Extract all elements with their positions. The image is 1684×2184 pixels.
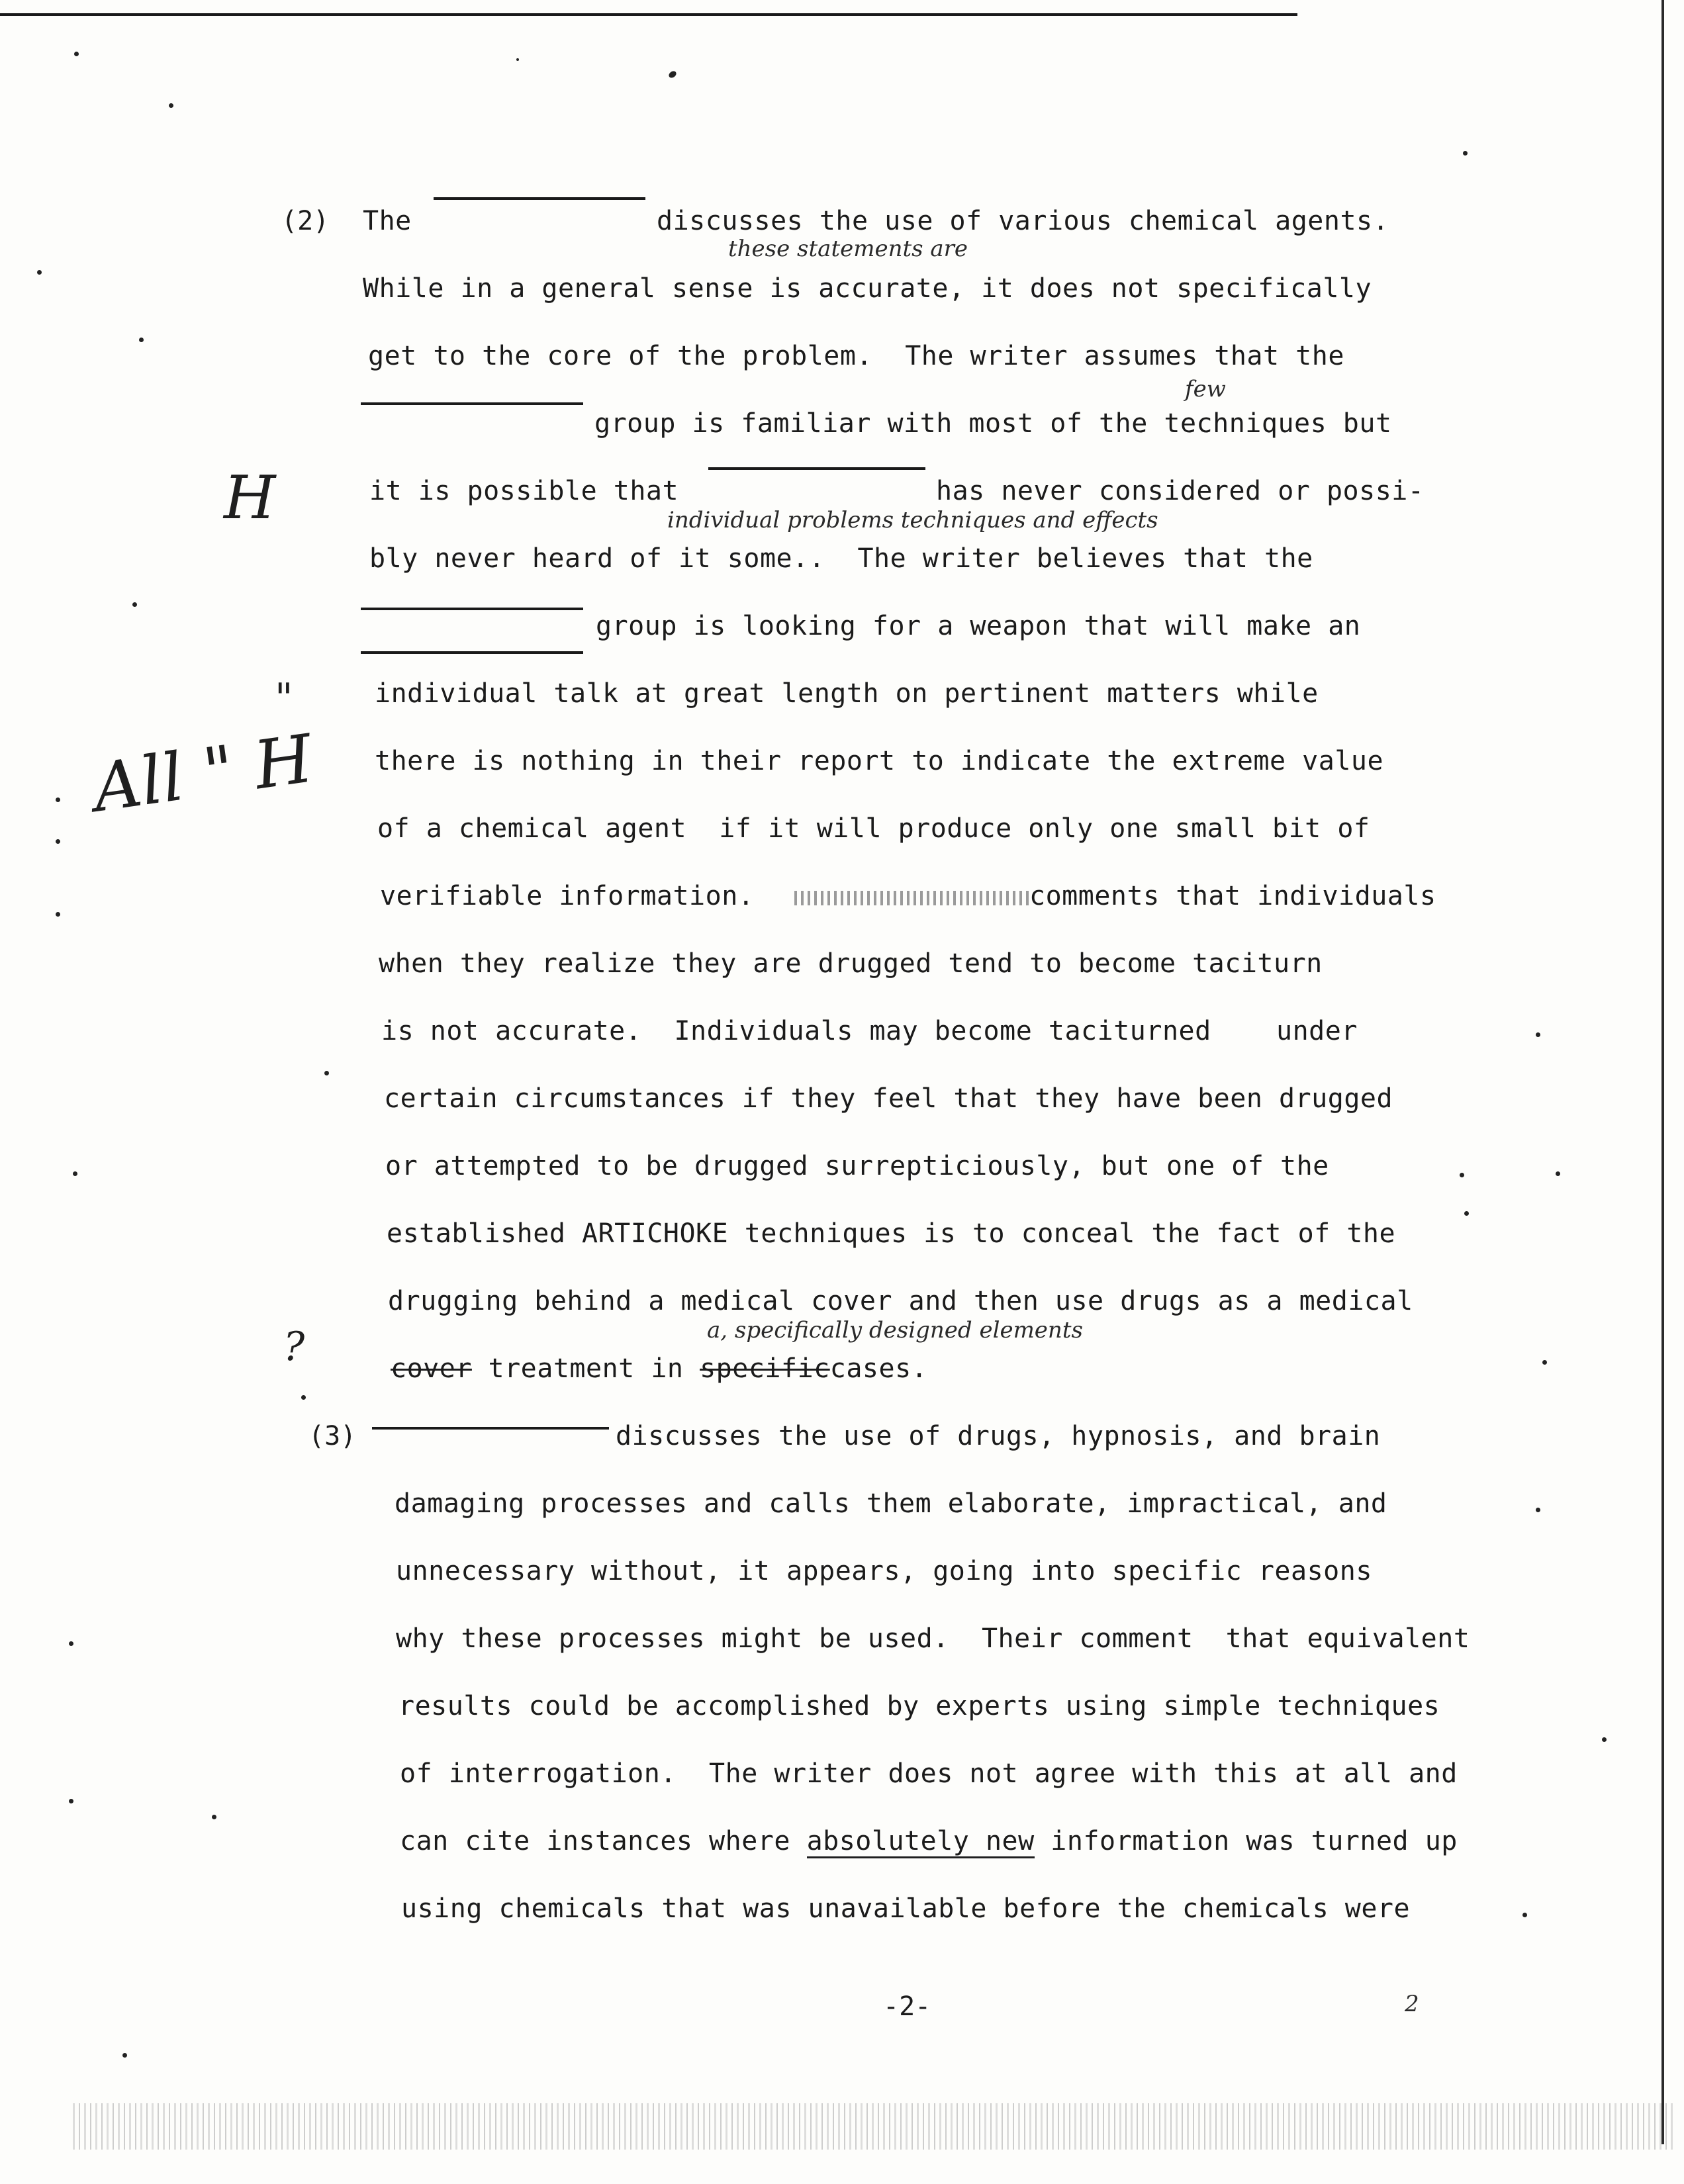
text-line: verifiable information. (380, 881, 755, 911)
text-line: or attempted to be drugged surrepticiously, but one of the (385, 1151, 1329, 1181)
text-line: certain circumstances if they feel that they have been drugged (384, 1083, 1393, 1114)
paragraph-number: (3) (308, 1421, 357, 1451)
scan-noise (73, 2103, 1675, 2150)
text-line: established ARTICHOKE techniques is to conceal the fact of the (387, 1218, 1396, 1249)
text-line: has never considered or possi- (936, 476, 1425, 506)
text-line: results could be accomplished by experts using simple techniques (398, 1691, 1440, 1721)
text-line: it is possible that (369, 476, 679, 506)
text-line: discusses the use of drugs, hypnosis, and brain (616, 1421, 1381, 1451)
text-line: group is looking for a weapon that will make an (596, 611, 1361, 641)
text-line (391, 1353, 927, 1385)
underlined-phrase: absolutely new (807, 1826, 1035, 1858)
margin-annotation: H (224, 463, 276, 533)
text-line: The (363, 206, 412, 236)
redaction-smudge (794, 891, 1029, 905)
text-line: why these processes might be used. Their comment that equivalent (396, 1623, 1470, 1654)
margin-annotation: All " H (88, 719, 318, 827)
redaction-bar (372, 1427, 609, 1430)
redaction-bar (434, 197, 645, 200)
text-line: unnecessary without, it appears, going into specific reasons (396, 1556, 1372, 1586)
text-segment: treatment in (471, 1353, 700, 1384)
struck-word: cover (391, 1353, 472, 1384)
text-segment: can cite instances where (400, 1826, 807, 1856)
redaction-bar (708, 467, 925, 470)
handwritten-insert: these statements are (728, 236, 968, 262)
text-line: there is nothing in their report to indicate the extreme value (375, 746, 1384, 776)
text-line (400, 1825, 1458, 1857)
margin-annotation: " (275, 675, 293, 721)
handwritten-insert: few (1185, 376, 1226, 402)
text-line: of a chemical agent if it will produce only one small bit of (377, 813, 1370, 844)
handwritten-insert: a, specifically designed elements (707, 1317, 1083, 1343)
text-line: using chemicals that was unavailable before the chemicals were (401, 1893, 1411, 1924)
text-line: While in a general sense is accurate, it does not specifically (363, 273, 1372, 304)
text-line: drugging behind a medical cover and then use drugs as a medical (388, 1286, 1413, 1316)
text-line: individual talk at great length on pertinent matters while (375, 678, 1319, 709)
text-line: discusses the use of various chemical agents. (657, 206, 1389, 236)
text-line: group is familiar with most of the techniques but (594, 408, 1392, 439)
text-segment: cases. (829, 1353, 928, 1384)
text-line: comments that individuals (1029, 881, 1436, 911)
corner-mark: 2 (1405, 1991, 1419, 2017)
redaction-bar (361, 402, 583, 405)
paragraph-number: (2) (281, 206, 330, 236)
page-number: -2- (883, 1991, 931, 2022)
handwritten-insert: individual problems techniques and effects (667, 507, 1158, 533)
top-rule (0, 13, 1297, 16)
text-segment: information was turned up (1034, 1826, 1458, 1856)
text-line: when they realize they are drugged tend to become taciturn (379, 948, 1323, 979)
text-line: damaging processes and calls them elaborate, impractical, and (395, 1488, 1387, 1519)
redaction-box (361, 608, 583, 654)
text-line: of interrogation. The writer does not agree with this at all and (400, 1758, 1458, 1789)
text-line: get to the core of the problem. The writer assumes that the (368, 341, 1344, 371)
text-line: bly never heard of it some.. The writer believes that the (369, 543, 1313, 574)
margin-annotation: ? (283, 1324, 305, 1370)
struck-word: specific (700, 1353, 830, 1384)
text-line: is not accurate. Individuals may become taciturned under (381, 1016, 1358, 1046)
page-edge (1661, 0, 1664, 2144)
